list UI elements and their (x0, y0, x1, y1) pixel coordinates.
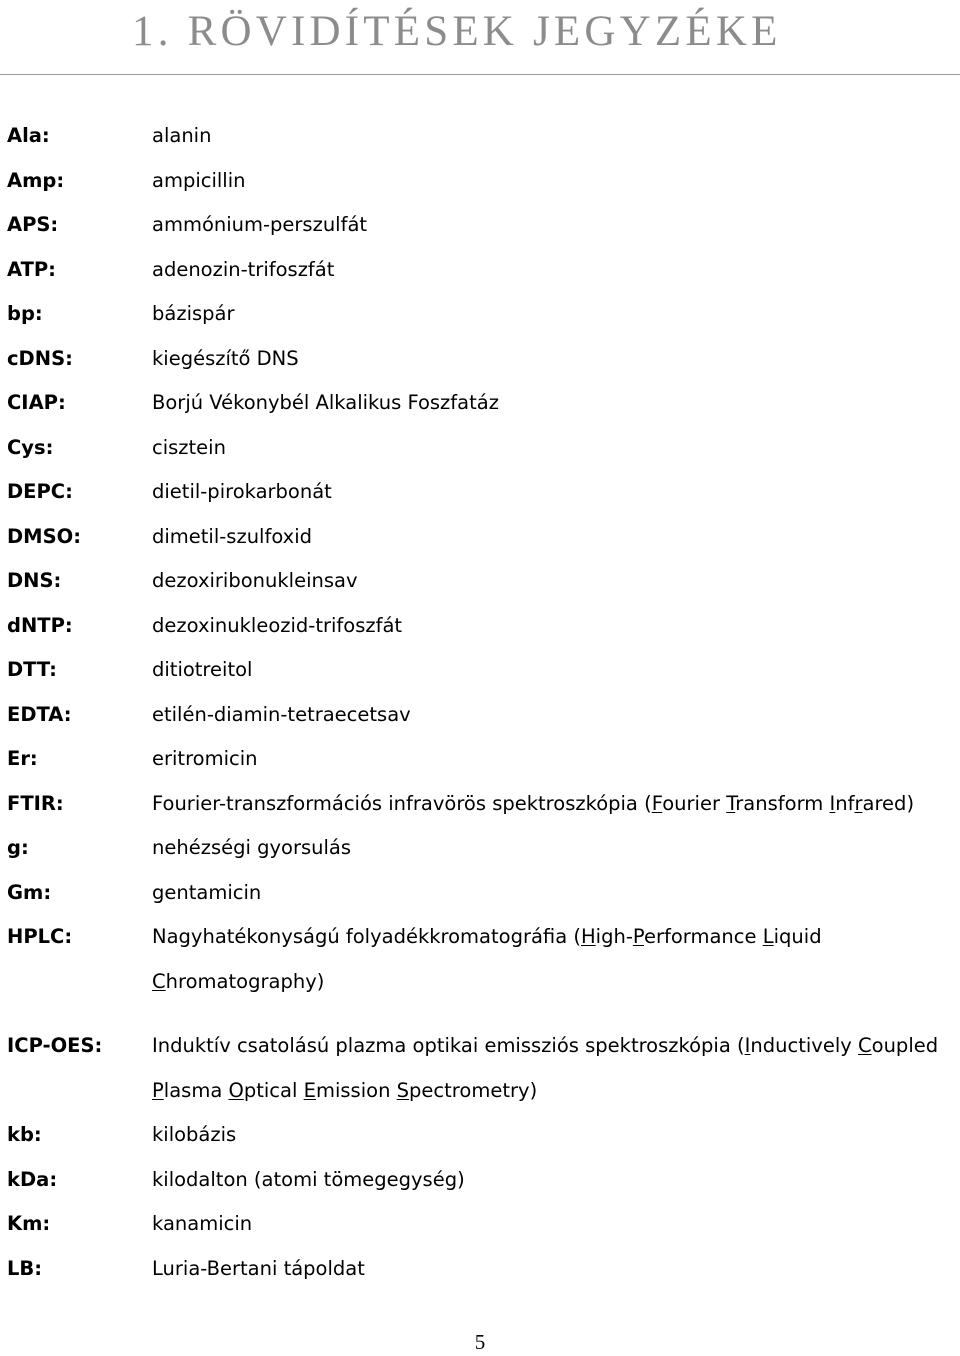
abbreviation-term: DNS: (7, 569, 62, 592)
abbreviation-definition: Induktív csatolású plazma optikai emissziós spektroszkópia (Inductively Coupled Plasma Optical Emission Spectrometry) (152, 1034, 939, 1102)
abbreviation-term: Gm: (7, 880, 52, 904)
abbreviation-definition: ditiotreitol (152, 658, 253, 681)
list-item (0, 337, 960, 382)
abbreviation-definition: dezoxinukleozid-trifoszfát (152, 613, 403, 637)
list-item (0, 559, 960, 604)
abbreviation-term: kDa: (7, 1167, 58, 1191)
abbreviation-definition: Luria-Bertani tápoldat (152, 1256, 365, 1280)
abbreviation-definition: Borjú Vékonybél Alkalikus Foszfatáz (152, 391, 499, 414)
list-item (0, 203, 960, 248)
page-title: 1. RÖVIDÍTÉSEK JEGYZÉKE (132, 8, 782, 55)
list-item (0, 1158, 960, 1203)
abbreviation-definition: dietil-pirokarbonát (152, 480, 332, 503)
abbreviation-term: ATP: (7, 257, 56, 281)
underlined-letter: E (303, 1078, 316, 1102)
title-rule (0, 74, 960, 75)
abbreviation-term: Km: (7, 1212, 51, 1235)
list-item (0, 915, 960, 1004)
abbreviation-definition: gentamicin (152, 880, 262, 904)
underlined-letter: L (762, 925, 774, 948)
abbreviation-term: Er: (7, 747, 38, 770)
underlined-letter: I (744, 1034, 751, 1057)
abbreviation-term: CIAP: (7, 391, 66, 414)
abbreviation-definition: adenozin-trifoszfát (152, 257, 335, 281)
underlined-letter: F (651, 791, 663, 815)
abbreviation-term: LB: (7, 1256, 43, 1280)
list-item (0, 693, 960, 738)
list-item (0, 826, 960, 871)
list-item (0, 604, 960, 649)
abbreviation-definition: alanin (152, 124, 212, 147)
abbreviation-definition: dimetil-szulfoxid (152, 524, 313, 548)
abbreviation-definition: dezoxiribonukleinsav (152, 569, 358, 592)
underlined-letter: r (854, 791, 863, 815)
abbreviation-term: g: (7, 836, 29, 859)
list-item (0, 1024, 960, 1113)
abbreviation-definition: ampicillin (152, 168, 246, 192)
abbreviation-term: Ala: (7, 124, 50, 147)
abbreviation-term: Cys: (7, 435, 54, 459)
abbreviation-list (0, 114, 960, 1291)
abbreviation-term: DEPC: (7, 480, 73, 503)
abbreviation-definition: bázispár (152, 302, 235, 325)
list-item (0, 515, 960, 560)
underlined-letter: H (580, 925, 596, 948)
underlined-letter: C (858, 1034, 872, 1057)
abbreviation-definition: eritromicin (152, 747, 258, 770)
abbreviation-definition: kilodalton (atomi tömegegység) (152, 1167, 465, 1191)
list-item (0, 292, 960, 337)
list-item (0, 381, 960, 426)
page-number: 5 (474, 1330, 486, 1354)
underlined-letter: O (228, 1078, 244, 1102)
abbreviation-definition: Nagyhatékonyságú folyadékkromatográfia (High-Performance Liquid Chromatography) (152, 925, 822, 993)
underlined-letter: P (152, 1078, 164, 1102)
list-item (0, 159, 960, 204)
abbreviation-definition: kilobázis (152, 1123, 237, 1146)
list-item (0, 426, 960, 471)
abbreviation-term: DTT: (7, 658, 57, 681)
list-item (0, 648, 960, 693)
underlined-letter: C (152, 969, 166, 993)
list-item (0, 248, 960, 293)
abbreviation-term: kb: (7, 1123, 42, 1146)
list-item (0, 737, 960, 782)
abbreviation-definition: kanamicin (152, 1212, 253, 1235)
abbreviation-term: cDNS: (7, 346, 73, 370)
abbreviation-term: Amp: (7, 168, 65, 192)
list-item (0, 114, 960, 159)
underlined-letter: S (396, 1078, 410, 1102)
abbreviation-term: DMSO: (7, 524, 82, 548)
abbreviation-term: bp: (7, 302, 43, 325)
underlined-letter: T (726, 791, 736, 815)
abbreviation-definition: cisztein (152, 435, 226, 459)
abbreviation-term: HPLC: (7, 925, 73, 948)
abbreviation-term: dNTP: (7, 613, 73, 637)
underlined-letter: P (632, 925, 644, 948)
list-item (0, 871, 960, 916)
abbreviation-definition: nehézségi gyorsulás (152, 836, 352, 859)
list-item (0, 1113, 960, 1158)
list-item (0, 1202, 960, 1247)
abbreviation-definition: ammónium-perszulfát (152, 213, 368, 236)
list-item (0, 1247, 960, 1292)
abbreviation-term: FTIR: (7, 791, 64, 815)
abbreviation-definition: etilén-diamin-tetraecetsav (152, 702, 411, 726)
abbreviation-term: APS: (7, 213, 59, 236)
list-item (0, 782, 960, 827)
abbreviation-definition: kiegészítő DNS (152, 346, 299, 370)
list-item (0, 470, 960, 515)
abbreviation-term: EDTA: (7, 702, 72, 726)
abbreviation-term: ICP-OES: (7, 1034, 103, 1057)
abbreviation-definition: Fourier-transzformációs infravörös spektroszkópia (Fourier Transform Infrared) (152, 791, 915, 815)
underlined-letter: I (829, 791, 836, 815)
